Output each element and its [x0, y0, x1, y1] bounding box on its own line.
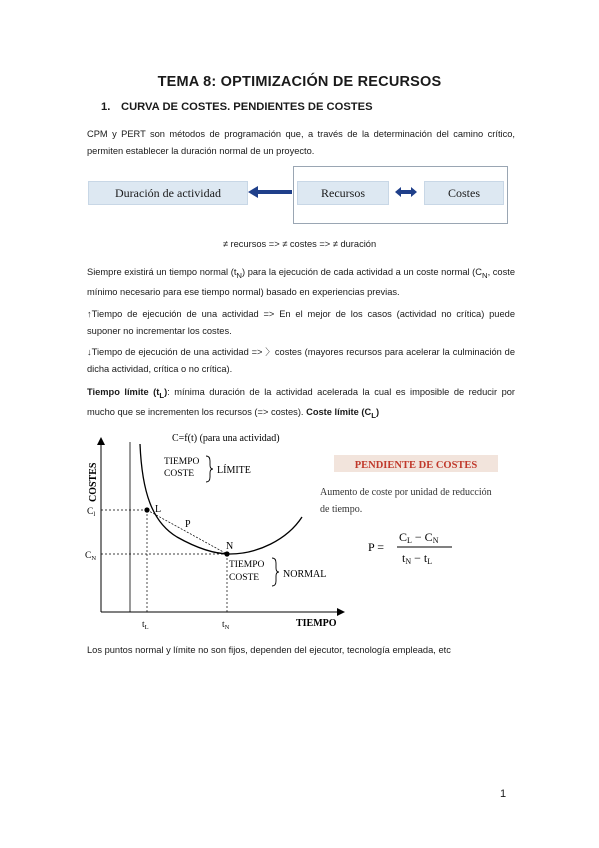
normal-sub-1: N: [236, 270, 243, 280]
slope-line: [147, 510, 227, 554]
formula-denominator: tN − tL: [402, 551, 433, 566]
left-arrow-icon: [248, 185, 292, 199]
slope-desc-1: Aumento de coste por unidad de reducción: [320, 487, 492, 498]
x-axis-label: TIEMPO: [296, 618, 337, 629]
cn-label: $C_N$: [85, 551, 97, 562]
intro-paragraph: CPM y PERT son métodos de programación que, a través de la determinación del camino crítico, permiten establecer la duración normal de un proyecto.: [87, 129, 515, 156]
double-arrow-icon: [395, 186, 417, 198]
limit-text: : mínima duración de la actividad acelerada la cual es imposible de reducir por mucho que se incrementen los recursos (=> costes).: [87, 387, 516, 417]
tl-label: $t_L$: [142, 620, 149, 631]
increase-time-paragraph: ↑Tiempo de ejecución de una actividad => En el mejor de los casos (actividad no crítica) puede suponer no incrementar los costes.: [87, 309, 515, 336]
formula-p: P =: [368, 540, 384, 554]
limit-cost-label: Coste límite $(C_L)$: [306, 406, 380, 420]
y-axis-label: COSTES: [88, 462, 99, 502]
normal-text-1: Siempre existirá un tiempo normal (t: [87, 267, 237, 277]
normal-text-3: , coste mínimo necesario para ese tiempo normal) basado en experiencias previas.: [87, 267, 515, 297]
section-number: 1.: [101, 101, 111, 113]
limite-tiempo: TIEMPO: [164, 457, 200, 467]
normal-paragraph: [87, 264, 515, 301]
costs-box: Costes: [424, 181, 504, 205]
tn-label: $t_N$: [222, 620, 230, 631]
slope-heading: PENDIENTE DE COSTES: [354, 460, 478, 471]
formula-numerator: CL − CN: [399, 530, 439, 545]
closing-paragraph: Los puntos normal y límite no son fijos, dependen del ejecutor, tecnología empleada, etc: [87, 645, 451, 655]
limite-brace: [206, 456, 213, 482]
cost-slope-panel: [312, 448, 527, 576]
relation-line: ≠ recursos => ≠ costes => ≠ duración: [222, 239, 377, 249]
function-label: C=f(t) (para una actividad): [172, 433, 280, 444]
duration-box: Duración de actividad: [88, 181, 248, 205]
normal-tiempo: TIEMPO: [229, 560, 265, 570]
slope-desc-2: de tiempo.: [320, 504, 363, 515]
point-l-marker: [144, 507, 149, 512]
normal-coste: COSTE: [229, 573, 260, 583]
normal-text-2: ) para la ejecución de cada actividad a un coste normal (C: [242, 267, 482, 277]
point-n-label: N: [226, 541, 234, 552]
point-p-label: P: [185, 519, 191, 530]
page-title: TEMA 8: OPTIMIZACIÓN DE RECURSOS: [157, 74, 442, 90]
resources-box: Recursos: [297, 181, 389, 205]
normal-word: NORMAL: [283, 569, 327, 580]
section-heading-text: CURVA DE COSTES. PENDIENTES DE COSTES: [121, 101, 373, 113]
normal-sub-2: N: [481, 270, 488, 280]
limite-word: LÍMITE: [217, 465, 251, 476]
page-number: 1: [500, 788, 507, 800]
point-n-marker: [224, 551, 229, 556]
limite-coste: COSTE: [164, 469, 195, 479]
decrease-time-paragraph: ↓Tiempo de ejecución de una actividad => 〉costes (mayores recursos para acelerar la culminación de dicha actividad, crítica o no crítica).: [87, 347, 515, 374]
normal-brace: [272, 558, 279, 586]
limit-time-label: Tiempo límite $(t_L)$: [87, 387, 168, 400]
section-heading: [101, 101, 373, 113]
limit-paragraph: [87, 384, 515, 424]
cl-label: $C_l$: [87, 507, 96, 518]
point-l-label: L: [155, 504, 162, 515]
